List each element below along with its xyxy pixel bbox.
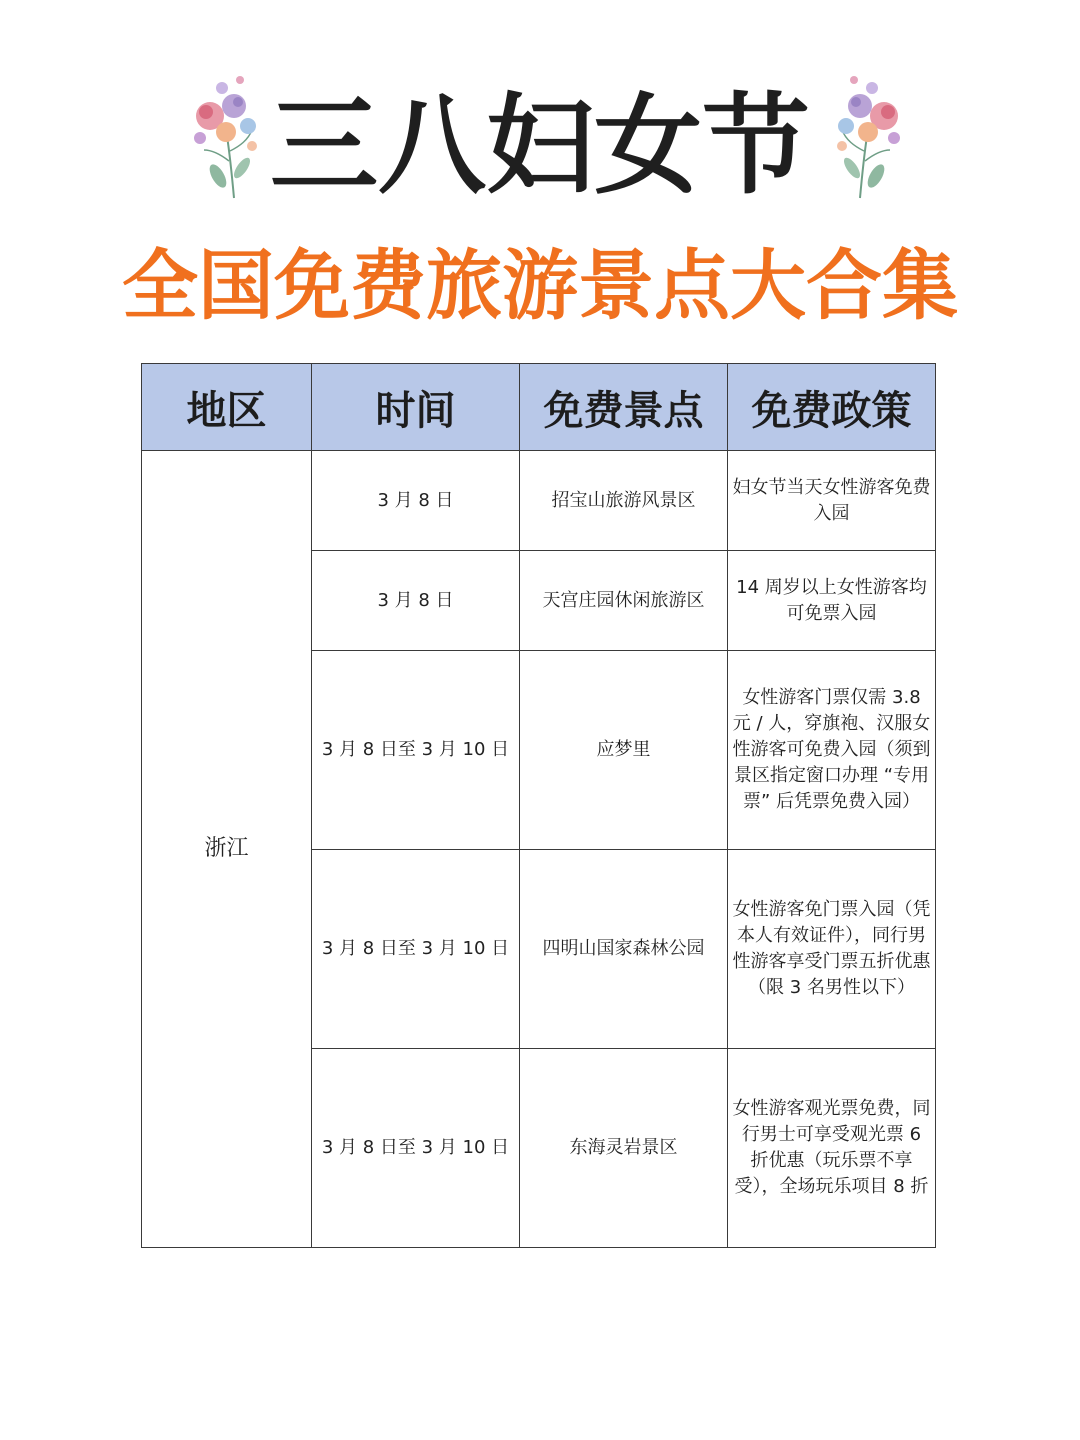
attraction-cell: 东海灵岩景区 [520, 1049, 728, 1248]
flower-bouquet-icon [182, 66, 272, 201]
attraction-cell: 应梦里 [520, 651, 728, 850]
policy-cell: 妇女节当天女性游客免费入园 [728, 451, 936, 551]
attraction-cell: 天宫庄园休闲旅游区 [520, 551, 728, 651]
policy-cell: 14 周岁以上女性游客均可免票入园 [728, 551, 936, 651]
table-header-row [142, 364, 936, 451]
region-cell: 浙江 [142, 451, 312, 1248]
attraction-cell: 招宝山旅游风景区 [520, 451, 728, 551]
time-cell: 3 月 8 日至 3 月 10 日 [312, 1049, 520, 1248]
schedule-table [141, 363, 936, 1248]
policy-cell: 女性游客门票仅需 3.8 元 / 人，穿旗袍、汉服女性游客可免费入园（须到景区指定窗口办理 “专用票” 后凭票免费入园） [728, 651, 936, 850]
flower-bouquet-icon [822, 66, 912, 201]
policy-cell: 女性游客观光票免费，同行男士可享受观光票 6 折优惠（玩乐票不享受），全场玩乐项目 8 折 [728, 1049, 936, 1248]
page-title: 三八妇女节 [270, 84, 811, 209]
column-header-policy: 免费政策 [728, 364, 936, 451]
policy-cell: 女性游客免门票入园（凭本人有效证件），同行男性游客享受门票五折优惠（限 3 名男性以下） [728, 850, 936, 1049]
time-cell: 3 月 8 日至 3 月 10 日 [312, 651, 520, 850]
attraction-cell: 四明山国家森林公园 [520, 850, 728, 1049]
time-cell: 3 月 8 日 [312, 551, 520, 651]
time-cell: 3 月 8 日至 3 月 10 日 [312, 850, 520, 1049]
column-header-region: 地区 [142, 364, 312, 451]
table-row [142, 451, 936, 551]
column-header-time: 时间 [312, 364, 520, 451]
page-subtitle: 全国免费旅游景点大合集 [122, 241, 958, 330]
column-header-attraction: 免费景点 [520, 364, 728, 451]
time-cell: 3 月 8 日 [312, 451, 520, 551]
